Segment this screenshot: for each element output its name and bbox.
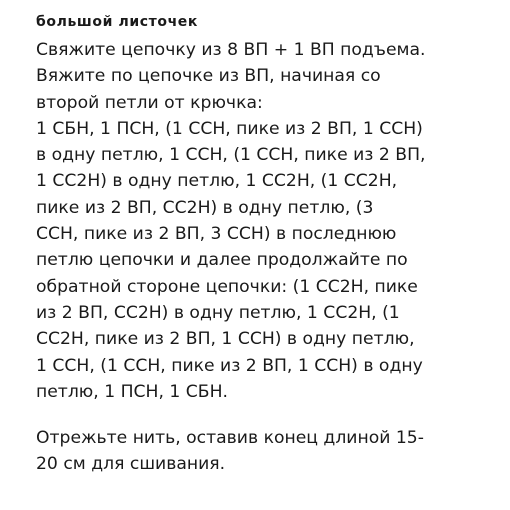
- instructions-paragraph: [36, 37, 486, 405]
- text-line: Свяжите цепочку из 8 ВП + 1 ВП подъема.: [36, 40, 426, 60]
- text-line: пике из 2 ВП, СС2Н) в одну петлю, (3: [36, 197, 374, 218]
- document-page: [36, 12, 486, 478]
- text-line: обратной стороне цепочки: (1 СС2Н, пике: [36, 276, 418, 297]
- text-line: второй петли от крючка:: [36, 92, 263, 113]
- text-line: 1 СБН, 1 ПСН, (1 ССН, пике из 2 ВП, 1 ССН): [36, 118, 423, 139]
- text-line: петлю, 1 ПСН, 1 СБН.: [36, 381, 228, 402]
- finishing-paragraph: [36, 425, 486, 478]
- text-line: 1 ССН, (1 ССН, пике из 2 ВП, 1 ССН) в одну: [36, 355, 423, 376]
- text-line: 1 СС2Н) в одну петлю, 1 СС2Н, (1 СС2Н,: [36, 171, 398, 192]
- text-line: 20 см для сшивания.: [36, 454, 226, 475]
- text-line: Отрежьте нить, оставив конец длиной 15-: [36, 428, 424, 449]
- text-line: Вяжите по цепочке из ВП, начиная со: [36, 66, 381, 87]
- paragraph-spacer: [36, 405, 486, 425]
- text-line: из 2 ВП, СС2Н) в одну петлю, 1 СС2Н, (1: [36, 302, 400, 323]
- text-line: ССН, пике из 2 ВП, 3 ССН) в последнюю: [36, 224, 397, 245]
- text-line: петлю цепочки и далее продолжайте по: [36, 250, 408, 271]
- text-line: в одну петлю, 1 ССН, (1 ССН, пике из 2 ВП,: [36, 145, 426, 166]
- text-line: СС2Н, пике из 2 ВП, 1 ССН) в одну петлю,: [36, 329, 415, 350]
- page-title: большой листочек: [36, 14, 198, 30]
